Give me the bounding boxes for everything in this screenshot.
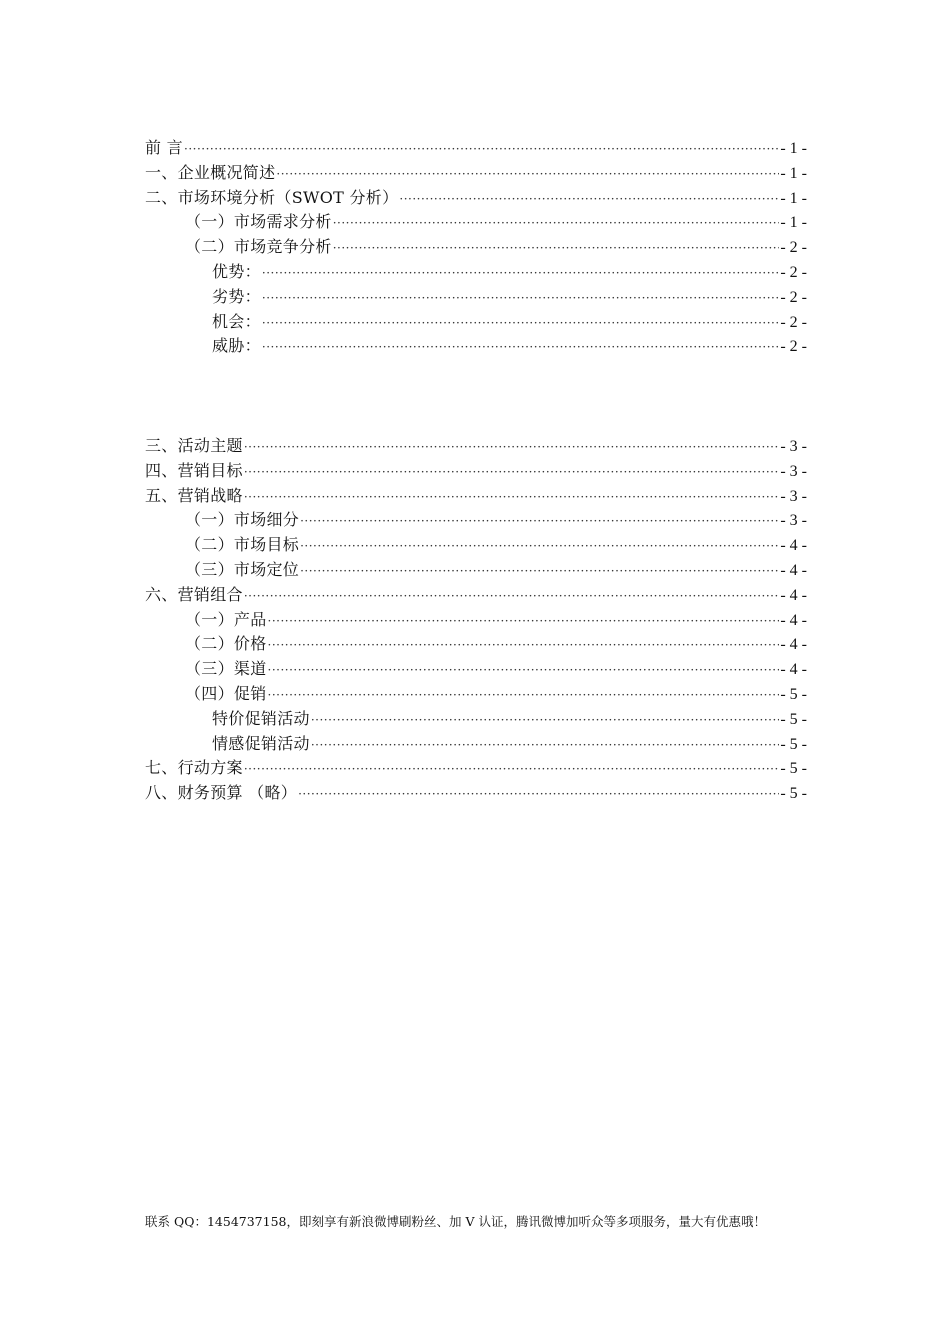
toc-dot-leader	[399, 187, 779, 212]
toc-entry-page: - 2 -	[780, 313, 807, 331]
toc-dot-leader	[244, 435, 780, 460]
toc-entry-preface[interactable]	[145, 136, 807, 161]
toc-entry-title: 三、活动主题	[145, 436, 243, 455]
toc-entry-financial-budget[interactable]	[145, 781, 807, 806]
toc-entry-title: 威胁：	[212, 336, 261, 356]
toc-entry-page: - 1 -	[780, 189, 807, 207]
toc-entry-market-positioning[interactable]	[145, 558, 807, 583]
toc-entry-title: （三）市场定位	[185, 559, 300, 579]
toc-entry-title: 八、财务预算 （略）	[145, 783, 298, 803]
toc-entry-market-demand[interactable]	[145, 210, 807, 235]
toc-entry-market-environment[interactable]	[145, 186, 807, 211]
toc-dot-leader	[244, 460, 780, 485]
toc-entry-page: - 3 -	[780, 438, 807, 455]
table-of-contents-part-1	[145, 136, 807, 359]
toc-entry-strengths[interactable]	[145, 260, 807, 285]
toc-entry-page: - 4 -	[780, 561, 807, 579]
toc-entry-threats[interactable]	[145, 334, 807, 359]
toc-dot-leader	[333, 236, 780, 261]
toc-dot-leader	[262, 261, 779, 286]
toc-dot-leader	[268, 683, 780, 708]
toc-entry-page: - 5 -	[780, 710, 807, 728]
toc-entry-title: 机会：	[212, 311, 261, 331]
toc-entry-title: 五、营销战略	[145, 485, 243, 505]
toc-entry-marketing-mix[interactable]	[145, 583, 807, 608]
toc-entry-page: - 5 -	[780, 735, 807, 753]
toc-entry-title: 四、营销目标	[145, 460, 243, 480]
toc-entry-title: 优势：	[212, 261, 261, 281]
toc-dot-leader	[300, 559, 779, 584]
toc-dot-leader	[244, 757, 780, 782]
toc-entry-title: 七、行动方案	[145, 758, 243, 778]
toc-dot-leader	[244, 584, 780, 609]
toc-entry-page: - 2 -	[780, 263, 807, 281]
toc-dot-leader	[298, 782, 779, 807]
toc-entry-action-plan[interactable]	[145, 756, 807, 781]
toc-dot-leader	[311, 733, 780, 758]
toc-entry-page: - 3 -	[780, 487, 807, 505]
toc-entry-title: （一）市场需求分析	[185, 212, 332, 232]
toc-entry-page: - 1 -	[780, 214, 807, 232]
toc-dot-leader	[262, 311, 779, 336]
toc-entry-page: - 3 -	[780, 512, 807, 530]
toc-entry-page: - 2 -	[780, 338, 807, 356]
toc-dot-leader	[262, 286, 779, 311]
toc-entry-opportunities[interactable]	[145, 310, 807, 335]
toc-entry-title: （四）促销	[185, 683, 267, 703]
toc-entry-page: - 4 -	[780, 537, 807, 555]
toc-entry-title: （二）价格	[185, 634, 267, 654]
toc-dot-leader	[268, 609, 780, 634]
toc-entry-channel[interactable]	[145, 657, 807, 682]
toc-entry-page: - 4 -	[780, 586, 807, 604]
toc-entry-title: （一）市场细分	[185, 510, 300, 530]
toc-dot-leader	[268, 633, 780, 658]
toc-entry-target-market[interactable]	[145, 533, 807, 558]
toc-entry-product[interactable]	[145, 608, 807, 633]
toc-entry-page: - 5 -	[780, 760, 807, 778]
toc-entry-weaknesses[interactable]	[145, 285, 807, 310]
toc-entry-marketing-strategy[interactable]	[145, 484, 807, 509]
toc-dot-leader	[184, 137, 779, 162]
toc-dot-leader	[244, 485, 780, 510]
toc-dot-leader	[333, 211, 780, 236]
toc-entry-title: （一）产品	[185, 609, 267, 629]
toc-entry-page: - 3 -	[780, 462, 807, 480]
toc-entry-title: 劣势：	[212, 286, 261, 306]
toc-entry-promotion[interactable]	[145, 682, 807, 707]
toc-entry-page: - 5 -	[780, 685, 807, 703]
toc-entry-page: - 1 -	[780, 140, 807, 157]
table-of-contents-part-2	[145, 434, 807, 806]
toc-entry-activity-theme[interactable]	[145, 434, 807, 459]
toc-entry-title: 前 言	[145, 138, 183, 157]
toc-entry-title: （三）渠道	[185, 659, 267, 679]
toc-entry-emotional-promotion[interactable]	[145, 732, 807, 757]
toc-entry-title: 特价促销活动	[212, 708, 310, 728]
toc-entry-page: - 5 -	[780, 785, 807, 803]
toc-entry-market-competition[interactable]	[145, 235, 807, 260]
toc-entry-price[interactable]	[145, 632, 807, 657]
toc-dot-leader	[300, 534, 779, 559]
toc-entry-title: （二）市场竞争分析	[185, 237, 332, 257]
toc-entry-title: 一、企业概况简述	[145, 162, 276, 182]
toc-entry-market-segmentation[interactable]	[145, 508, 807, 533]
toc-entry-title: 二、市场环境分析（SWOT 分析）	[145, 187, 399, 207]
toc-dot-leader	[300, 509, 779, 534]
footer-contact-note: 联系 QQ：1454737158，即刻享有新浪微博刷粉丝、加 V 认证，腾讯微博加听众等多项服务，量大有优惠哦！	[145, 1214, 766, 1229]
toc-entry-marketing-goals[interactable]	[145, 459, 807, 484]
toc-dot-leader	[262, 335, 779, 360]
toc-entry-page: - 4 -	[780, 636, 807, 654]
toc-entry-page: - 4 -	[780, 611, 807, 629]
toc-entry-page: - 2 -	[780, 239, 807, 257]
toc-dot-leader	[268, 658, 780, 683]
toc-entry-page: - 2 -	[780, 288, 807, 306]
toc-dot-leader	[276, 162, 779, 187]
toc-entry-title: （二）市场目标	[185, 535, 300, 555]
toc-entry-title: 情感促销活动	[212, 733, 310, 753]
toc-entry-page: - 4 -	[780, 661, 807, 679]
toc-entry-page: - 1 -	[780, 164, 807, 182]
toc-dot-leader	[311, 708, 780, 733]
toc-entry-title: 六、营销组合	[145, 584, 243, 604]
toc-entry-special-price-promotion[interactable]	[145, 707, 807, 732]
toc-entry-company-overview[interactable]	[145, 161, 807, 186]
